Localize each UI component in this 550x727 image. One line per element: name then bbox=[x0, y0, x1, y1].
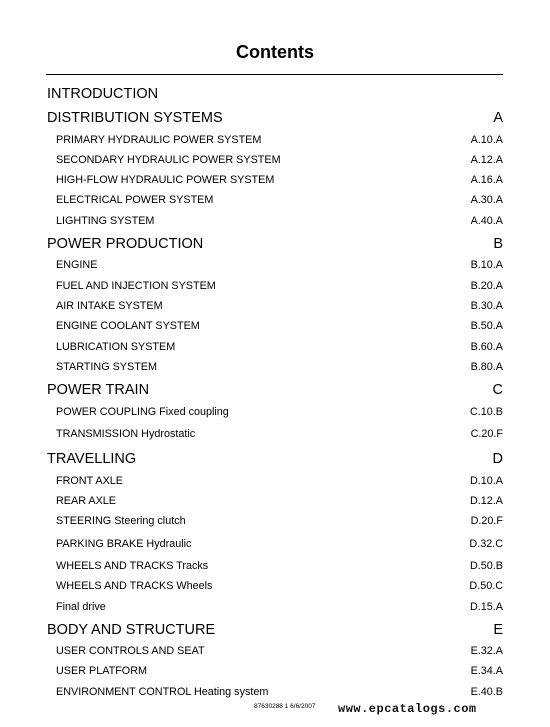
toc-entry-label: POWER COUPLING Fixed coupling bbox=[56, 406, 229, 418]
toc-entry-label: Final drive bbox=[56, 601, 106, 613]
toc-entry-code: C.10.B bbox=[469, 406, 503, 418]
toc-entry-code: E.40.B bbox=[470, 686, 503, 698]
document-number: 87630288 1 6/6/2007 bbox=[254, 703, 316, 710]
toc-entry-code: A.12.A bbox=[470, 154, 503, 166]
toc-section-label: POWER PRODUCTION bbox=[47, 236, 204, 252]
toc-entry-label: REAR AXLE bbox=[56, 495, 117, 507]
toc-entry-label: USER PLATFORM bbox=[56, 665, 147, 677]
toc-entry-label: SECONDARY HYDRAULIC POWER SYSTEM bbox=[56, 154, 281, 166]
page-title: Contents bbox=[236, 42, 314, 62]
toc-section-label: POWER TRAIN bbox=[47, 382, 150, 398]
toc-entry-label: WHEELS AND TRACKS Tracks bbox=[56, 560, 209, 572]
toc-entry-label: ELECTRICAL POWER SYSTEM bbox=[56, 194, 214, 206]
toc-entry-code: D.10.A bbox=[469, 475, 503, 487]
toc-entry-code: B.10.A bbox=[470, 259, 503, 271]
toc-entry-code: E.32.A bbox=[470, 645, 503, 657]
toc-section-label: BODY AND STRUCTURE bbox=[47, 622, 216, 638]
toc-entry-code: B.60.A bbox=[470, 341, 503, 353]
toc-entry-label: PRIMARY HYDRAULIC POWER SYSTEM bbox=[56, 134, 262, 146]
toc-entry-label: TRANSMISSION Hydrostatic bbox=[56, 428, 196, 440]
toc-entry-code: A.16.A bbox=[470, 174, 503, 186]
toc-entry-label: HIGH-FLOW HYDRAULIC POWER SYSTEM bbox=[56, 174, 275, 186]
toc-section-label: INTRODUCTION bbox=[47, 86, 159, 102]
toc-entry-label: ENGINE bbox=[56, 259, 98, 271]
toc-entry-code: D.50.B bbox=[469, 560, 503, 572]
toc-section-code: A bbox=[493, 110, 503, 126]
toc-section-label: DISTRIBUTION SYSTEMS bbox=[47, 110, 223, 126]
toc-entry-code: D.15.A bbox=[469, 601, 503, 613]
toc-entry-code: D.12.A bbox=[469, 495, 503, 507]
toc-entry-code: B.20.A bbox=[470, 280, 503, 292]
toc-section-code: C bbox=[492, 382, 503, 398]
toc-entry-code: D.32.C bbox=[469, 538, 503, 550]
toc-entry-label: WHEELS AND TRACKS Wheels bbox=[56, 580, 213, 592]
toc-entry-code: B.30.A bbox=[470, 300, 503, 312]
toc-entry-code: A.10.A bbox=[470, 134, 503, 146]
toc-entry-label: PARKING BRAKE Hydraulic bbox=[56, 538, 192, 550]
toc-section-label: TRAVELLING bbox=[47, 451, 137, 467]
toc-entry-code: A.30.A bbox=[470, 194, 503, 206]
toc-entry-code: D.50.C bbox=[469, 580, 503, 592]
toc-entry-label: LUBRICATION SYSTEM bbox=[56, 341, 176, 353]
toc-entry-code: C.20.F bbox=[470, 428, 503, 440]
toc-entry-label: ENVIRONMENT CONTROL Heating system bbox=[56, 686, 269, 698]
toc-section-code: E bbox=[493, 622, 503, 638]
toc-entry-label: AIR INTAKE SYSTEM bbox=[56, 300, 163, 312]
toc-entry-code: D.20.F bbox=[470, 515, 503, 527]
toc-section-code: B bbox=[493, 236, 503, 252]
toc-entry-code: A.40.A bbox=[470, 215, 503, 227]
title-divider bbox=[46, 74, 503, 75]
toc-entry-label: FUEL AND INJECTION SYSTEM bbox=[56, 280, 216, 292]
toc-entry-label: ENGINE COOLANT SYSTEM bbox=[56, 320, 200, 332]
toc-entry-label: FRONT AXLE bbox=[56, 475, 124, 487]
toc-entry-code: B.80.A bbox=[470, 361, 503, 373]
toc-entry-label: STARTING SYSTEM bbox=[56, 361, 157, 373]
toc-entry-label: USER CONTROLS AND SEAT bbox=[56, 645, 205, 657]
toc-entry-label: STEERING Steering clutch bbox=[56, 515, 186, 527]
toc-entry-label: LIGHTING SYSTEM bbox=[56, 215, 155, 227]
watermark-logo: www.epcatalogs.com bbox=[338, 702, 477, 716]
toc-entry-code: E.34.A bbox=[470, 665, 503, 677]
toc-section-code: D bbox=[492, 451, 503, 467]
toc-entry-code: B.50.A bbox=[470, 320, 503, 332]
